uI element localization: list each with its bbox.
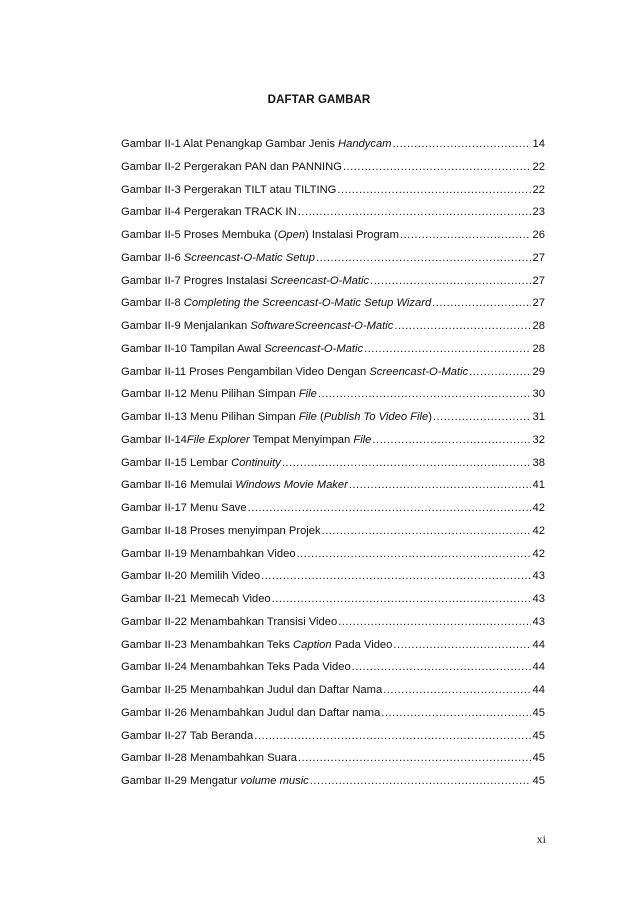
dot-leader <box>394 319 531 333</box>
figure-entry-text: Gambar II-23 Menambahkan Teks <box>121 638 294 651</box>
figure-entry <box>121 319 545 342</box>
dot-leader <box>322 524 531 538</box>
figure-entry-label <box>121 592 271 606</box>
figure-entry-label <box>121 365 468 379</box>
figure-entry <box>121 456 545 479</box>
figure-entry-page: 44 <box>532 661 545 674</box>
figure-entry-label <box>121 456 281 470</box>
figure-entry-text: Tempat Menyimpan <box>249 433 354 446</box>
figure-entry-label <box>121 205 297 219</box>
dot-leader <box>432 296 531 310</box>
figure-entry-text: Gambar II-3 Pergerakan TILT atau TILTING <box>121 183 337 196</box>
figure-entry-text: Gambar II-16 Memulai <box>121 479 236 492</box>
figure-entry-page: 43 <box>532 615 545 628</box>
figure-entry-label <box>121 433 371 447</box>
figure-entry-italic-text: File <box>353 433 372 446</box>
figure-entry-text: ) Instalasi Program <box>305 229 399 241</box>
figure-entry <box>121 433 545 456</box>
dot-leader <box>393 137 531 151</box>
figure-entry-text: Pada Video <box>331 638 393 651</box>
figure-entry-italic-text: Completing the Screencast-O-Matic Setup Wizard <box>183 297 432 310</box>
figure-entry-page: 42 <box>532 547 545 560</box>
figure-entry-label <box>121 524 321 538</box>
figure-entry-label <box>121 342 363 356</box>
figure-entry-page: 45 <box>532 775 545 787</box>
page-title: DAFTAR GAMBAR <box>267 94 371 106</box>
figure-entry-page: 42 <box>532 502 545 514</box>
figure-entry-label <box>121 319 393 333</box>
figure-entry-text: Gambar II-25 Menambahkan Judul dan Daftar Nama <box>121 684 383 696</box>
dot-leader <box>338 615 531 629</box>
figure-entry-page: 38 <box>532 456 545 469</box>
figure-entry-label <box>121 706 380 720</box>
figure-entry-page: 27 <box>532 274 545 287</box>
figure-entry-page: 30 <box>532 388 545 401</box>
figure-entry-text: Gambar II-29 Mengatur <box>121 775 241 787</box>
figure-entry-text: Gambar II-27 Tab Beranda <box>121 729 254 742</box>
dot-leader <box>298 751 531 765</box>
figure-entry-italic-text: SoftwareScreencast-O-Matic <box>250 320 394 332</box>
figure-entry-page: 31 <box>532 411 545 423</box>
figure-entry <box>121 387 545 410</box>
figure-entry-text: Gambar II-11 Proses Pengambilan Video Dengan <box>121 365 370 378</box>
figure-entry-text: Gambar II-15 Lembar <box>121 456 232 469</box>
figure-entry <box>121 205 545 228</box>
figure-entry-text: Gambar II-13 Menu Pilihan Simpan <box>121 411 299 423</box>
dot-leader <box>337 183 531 197</box>
figure-entry-label <box>121 296 431 310</box>
figure-entry-page: 44 <box>532 684 545 696</box>
figure-entry <box>121 774 545 797</box>
figure-entry-page: 43 <box>532 570 545 583</box>
figure-entry-text: Gambar II-9 Menjalankan <box>121 320 251 332</box>
figure-entry <box>121 615 545 638</box>
figure-entry-label <box>121 137 392 151</box>
dot-leader <box>364 342 531 356</box>
figure-entry-italic-text: volume music <box>240 775 309 787</box>
figure-entry-italic-text: Windows Movie Maker <box>235 479 348 492</box>
figure-entry-page: 29 <box>532 365 545 378</box>
figure-entry-label <box>121 410 432 424</box>
dot-leader <box>297 547 531 561</box>
figure-entry-label <box>121 501 247 515</box>
figure-entry-label <box>121 615 337 629</box>
figure-entry-label <box>121 547 296 561</box>
figure-entry <box>121 706 545 729</box>
page-number: xi <box>536 832 546 846</box>
dot-leader <box>310 774 531 788</box>
figure-entry <box>121 547 545 570</box>
figure-entry-text: Gambar II-2 Pergerakan PAN dan PANNING <box>121 160 342 173</box>
figure-entry-italic-text: Handycam <box>338 138 392 150</box>
figure-list <box>121 137 545 797</box>
figure-entry <box>121 638 545 661</box>
figure-entry <box>121 751 545 774</box>
figure-entry-text: Gambar II-22 Menambahkan Transisi Video <box>121 615 338 628</box>
figure-entry <box>121 729 545 752</box>
figure-entry <box>121 660 545 683</box>
dot-leader <box>352 660 531 674</box>
figure-entry <box>121 501 545 524</box>
figure-entry-text: ( <box>316 411 324 423</box>
figure-entry-text: Gambar II-20 Memilih Video <box>121 570 261 583</box>
figure-entry-text: Gambar II-28 Menambahkan Suara <box>121 752 297 765</box>
figure-entry-label <box>121 729 253 743</box>
dot-leader <box>261 569 531 583</box>
figure-entry-label <box>121 774 309 788</box>
figure-entry <box>121 251 545 274</box>
figure-entry-text: Gambar II-8 <box>121 297 184 310</box>
figure-entry-text: Gambar II-14 <box>121 433 187 446</box>
figure-entry-label <box>121 387 317 401</box>
figure-entry <box>121 274 545 297</box>
dot-leader <box>370 274 531 288</box>
figure-entry-italic-text: File <box>298 388 317 401</box>
figure-entry-page: 41 <box>532 479 545 492</box>
dot-leader <box>393 638 531 652</box>
figure-entry-page: 28 <box>532 320 545 332</box>
figure-entry-page: 45 <box>532 729 545 742</box>
figure-entry <box>121 160 545 183</box>
dot-leader <box>383 683 531 697</box>
figure-entry-text: Gambar II-1 Alat Penangkap Gambar Jenis <box>121 138 339 150</box>
figure-entry-label <box>121 274 369 288</box>
figure-entry-label <box>121 160 342 174</box>
figure-entry <box>121 524 545 547</box>
figure-entry-text: Gambar II-4 Pergerakan TRACK IN <box>121 206 297 219</box>
dot-leader <box>316 251 531 265</box>
figure-entry-italic-text: File Explorer <box>186 433 250 446</box>
figure-entry-italic-text: File <box>298 411 317 423</box>
figure-entry-text: Gambar II-7 Progres Instalasi <box>121 274 271 287</box>
dot-leader <box>343 160 531 174</box>
figure-entry <box>121 365 545 388</box>
figure-entry-page: 45 <box>532 706 545 719</box>
figure-entry <box>121 137 545 160</box>
figure-entry-page: 14 <box>532 138 545 150</box>
figure-entry-page: 23 <box>532 206 545 219</box>
figure-entry-page: 28 <box>532 342 545 355</box>
figure-entry-page: 43 <box>532 593 545 605</box>
figure-entry <box>121 183 545 206</box>
figure-entry <box>121 683 545 706</box>
figure-entry-label <box>121 569 260 583</box>
figure-entry-label <box>121 638 392 652</box>
dot-leader <box>248 501 531 515</box>
figure-entry-italic-text: Screencast-O-Matic <box>270 274 370 287</box>
figure-entry-page: 42 <box>532 524 545 537</box>
figure-entry-text: ) <box>428 411 432 423</box>
dot-leader <box>469 365 531 379</box>
figure-entry-label <box>121 228 399 242</box>
figure-entry <box>121 228 545 251</box>
dot-leader <box>318 387 531 401</box>
figure-entry-page: 26 <box>532 229 545 241</box>
figure-entry-page: 44 <box>532 638 545 651</box>
figure-entry-page: 22 <box>532 160 545 173</box>
figure-entry-page: 22 <box>532 183 545 196</box>
figure-entry-italic-text: Screencast-O-Matic <box>264 342 364 355</box>
figure-entry-italic-text: Screencast-O-Matic <box>369 365 469 378</box>
dot-leader <box>433 410 531 424</box>
figure-entry-page: 45 <box>532 752 545 765</box>
figure-entry <box>121 296 545 319</box>
figure-entry <box>121 592 545 615</box>
figure-entry-text: Gambar II-10 Tampilan Awal <box>121 342 265 355</box>
figure-entry-text: Gambar II-21 Memecah Video <box>121 593 271 605</box>
figure-entry-label <box>121 660 351 674</box>
figure-entry-italic-text: Open <box>277 229 306 241</box>
figure-entry-label <box>121 251 315 265</box>
figure-entry-label <box>121 478 348 492</box>
figure-entry-text: Gambar II-18 Proses menyimpan Projek <box>121 524 321 537</box>
figure-entry-text: Gambar II-19 Menambahkan Video <box>121 547 296 560</box>
figure-entry-text: Gambar II-12 Menu Pilihan Simpan <box>121 388 299 401</box>
figure-entry-text: Gambar II-6 <box>121 251 184 264</box>
dot-leader <box>349 478 531 492</box>
figure-entry-page: 27 <box>532 297 545 310</box>
figure-entry <box>121 410 545 433</box>
figure-entry-page: 27 <box>532 251 545 264</box>
figure-entry-label <box>121 683 382 697</box>
figure-entry-text: Gambar II-5 Proses Membuka ( <box>121 229 278 241</box>
dot-leader <box>381 706 531 720</box>
figure-entry-italic-text: Caption <box>293 638 332 651</box>
figure-entry <box>121 342 545 365</box>
figure-entry-text: Gambar II-17 Menu Save <box>121 502 247 514</box>
figure-entry-label <box>121 751 297 765</box>
figure-entry-italic-text: Publish To Video File <box>323 411 429 423</box>
dot-leader <box>400 228 531 242</box>
figure-entry-label <box>121 183 336 197</box>
dot-leader <box>282 456 531 470</box>
dot-leader <box>372 433 531 447</box>
dot-leader <box>298 205 531 219</box>
figure-entry-text: Gambar II-26 Menambahkan Judul dan Daftar nama <box>121 706 381 719</box>
figure-entry-text: Gambar II-24 Menambahkan Teks Pada Video <box>121 661 351 674</box>
figure-entry-italic-text: Screencast-O-Matic Setup <box>183 251 315 264</box>
figure-entry-page: 32 <box>532 433 545 446</box>
figure-entry-italic-text: Continuity <box>231 456 281 469</box>
figure-entry <box>121 478 545 501</box>
dot-leader <box>254 729 531 743</box>
figure-entry <box>121 569 545 592</box>
dot-leader <box>272 592 531 606</box>
